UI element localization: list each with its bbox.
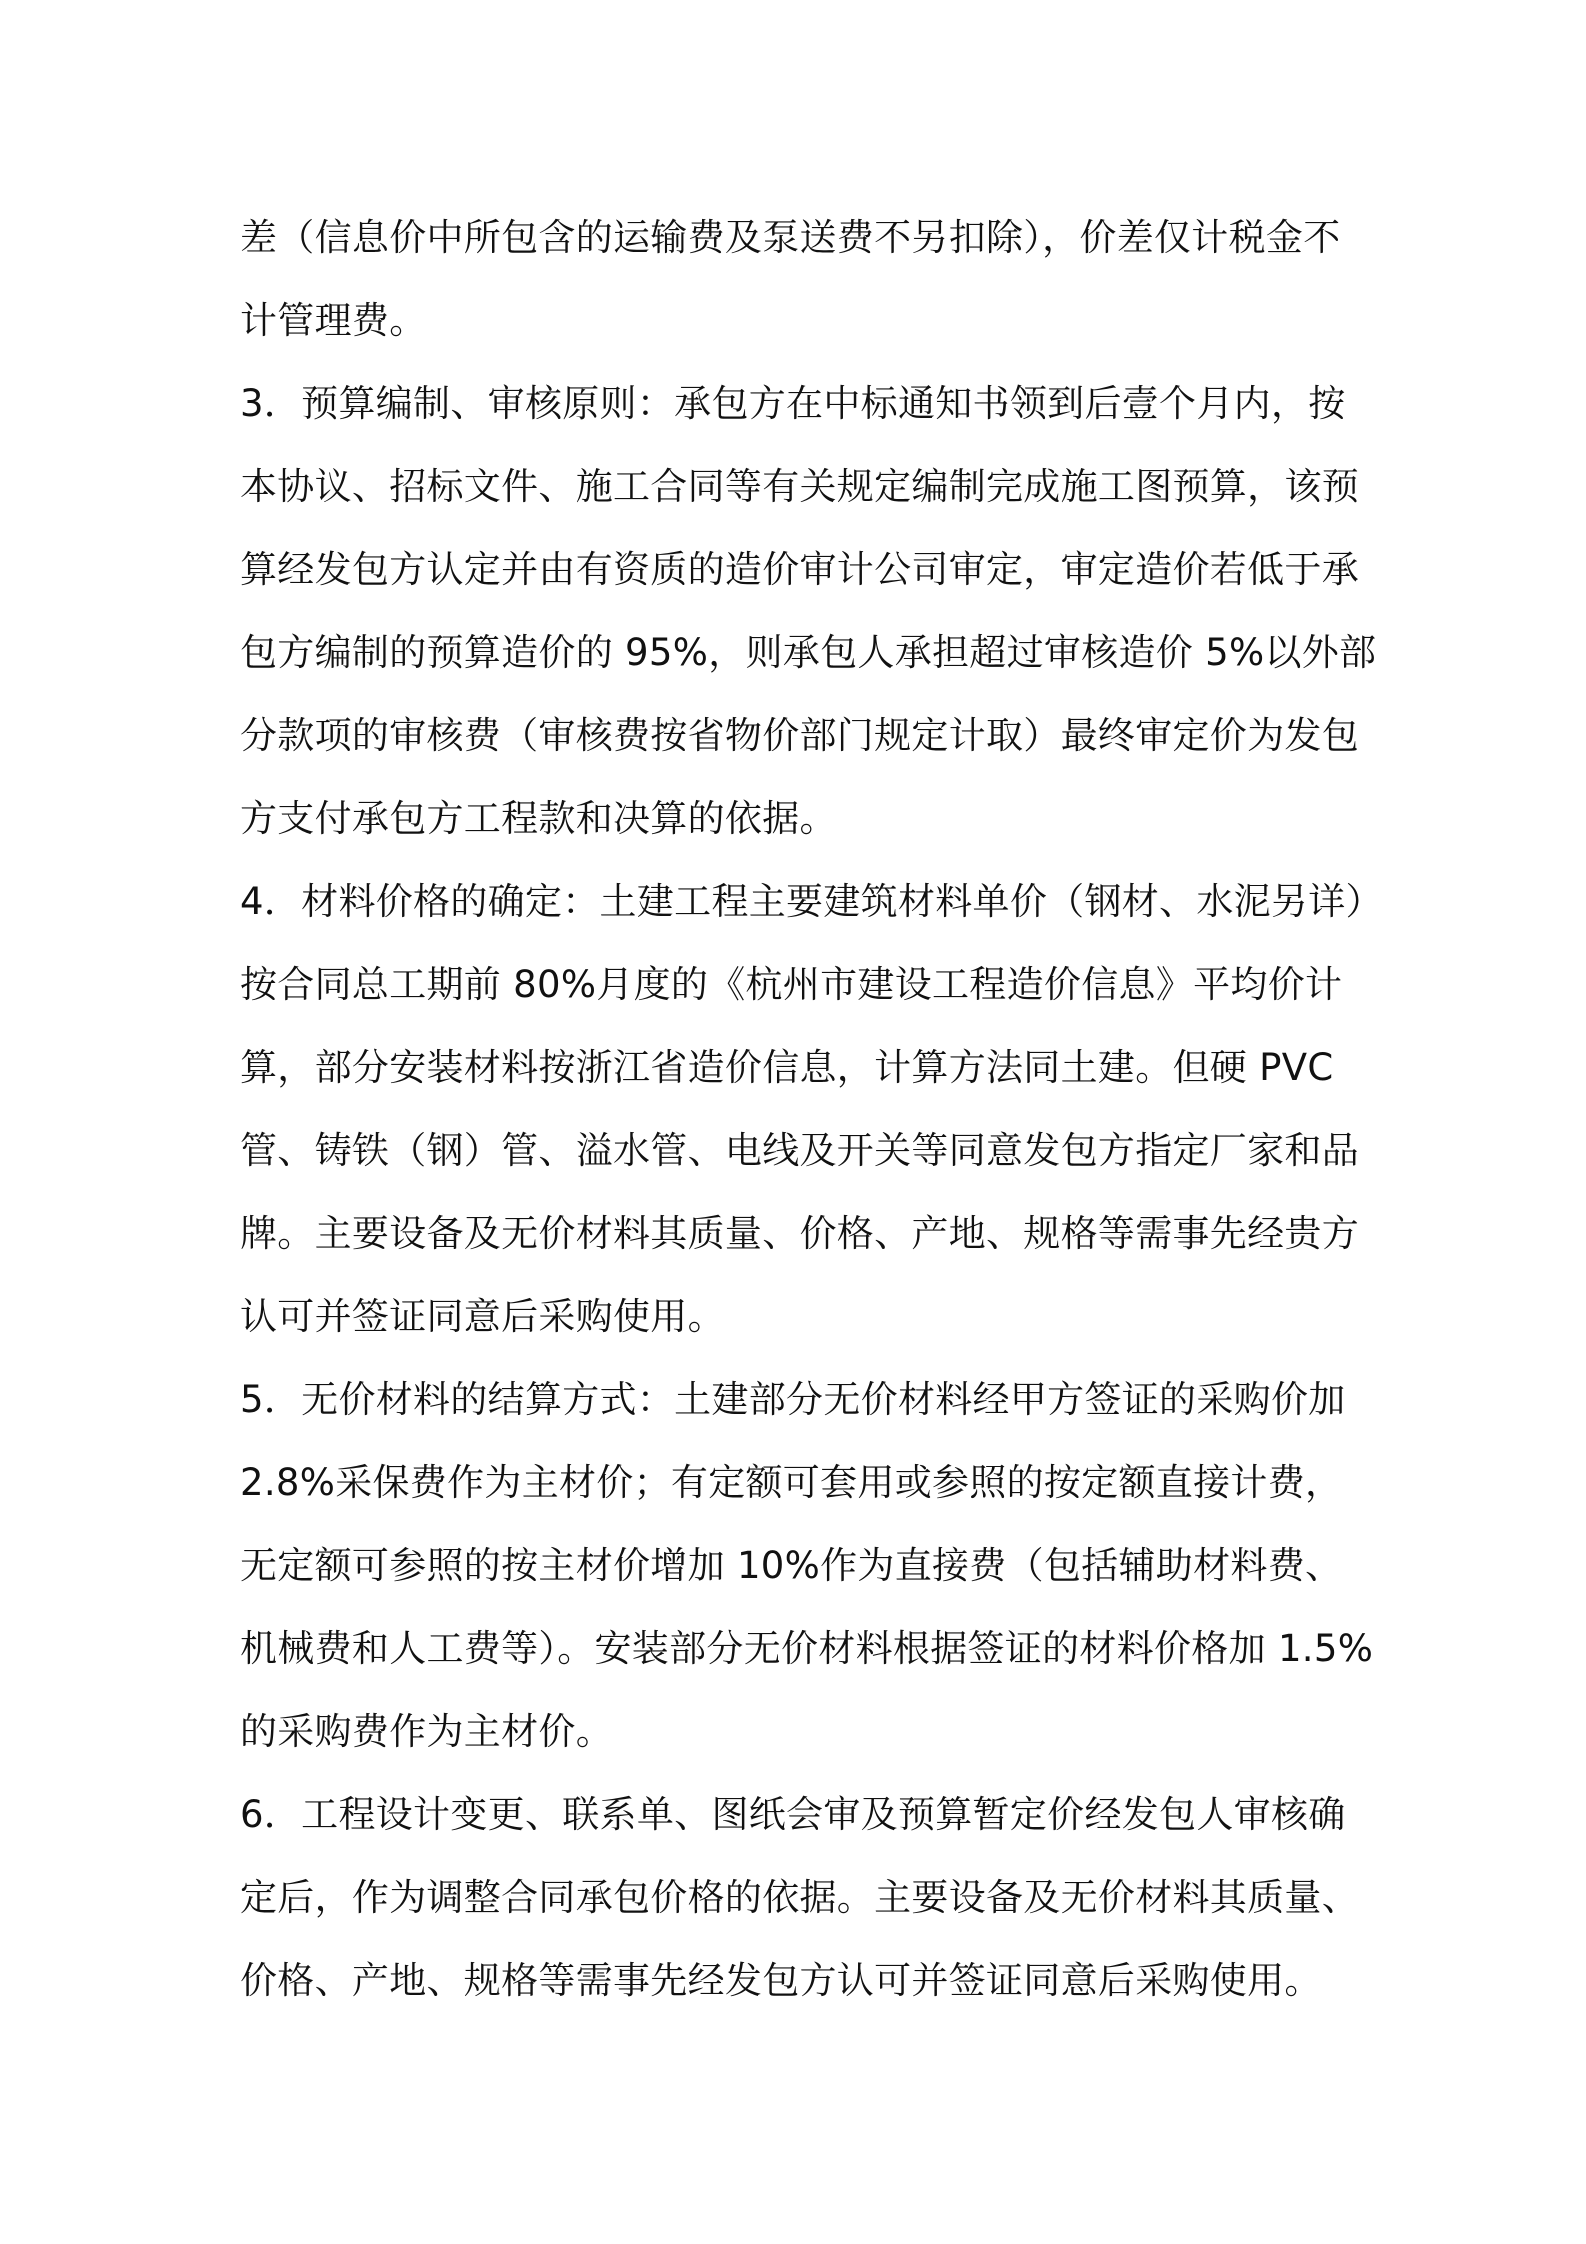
- text-line: 计管理费。: [240, 299, 427, 342]
- document-body: [240, 196, 1383, 2022]
- text-line: 的采购费作为主材价。: [240, 1710, 613, 1753]
- text-line: 方支付承包方工程款和决算的依据。: [240, 797, 837, 840]
- text-line: 认可并签证同意后采购使用。: [240, 1295, 725, 1338]
- text-line: 价格、产地、规格等需事先经发包方认可并签证同意后采购使用。: [240, 1959, 1322, 2002]
- text-line: 4．材料价格的确定：土建工程主要建筑材料单价（钢材、水泥另详）: [240, 880, 1383, 923]
- text-line: 6．工程设计变更、联系单、图纸会审及预算暂定价经发包人审核确: [240, 1793, 1346, 1836]
- text-line: 管、铸铁（钢）管、溢水管、电线及开关等同意发包方指定厂家和品: [240, 1129, 1359, 1172]
- text-line: 分款项的审核费（审核费按省物价部门规定计取）最终审定价为发包: [240, 714, 1359, 757]
- text-line: 算经发包方认定并由有资质的造价审计公司审定，审定造价若低于承: [240, 548, 1359, 591]
- text-line: 算，部分安装材料按浙江省造价信息，计算方法同土建。但硬 PVC: [240, 1046, 1334, 1089]
- text-line: 差（信息价中所包含的运输费及泵送费不另扣除），价差仅计税金不: [240, 216, 1341, 259]
- text-line: 包方编制的预算造价的 95%，则承包人承担超过审核造价 5%以外部: [240, 631, 1377, 674]
- text-line: 3．预算编制、审核原则：承包方在中标通知书领到后壹个月内，按: [240, 382, 1346, 425]
- text-line: 按合同总工期前 80%月度的《杭州市建设工程造价信息》平均价计: [240, 963, 1343, 1006]
- text-line: 5．无价材料的结算方式：土建部分无价材料经甲方签证的采购价加: [240, 1378, 1346, 1421]
- text-line: 定后，作为调整合同承包价格的依据。主要设备及无价材料其质量、: [240, 1876, 1359, 1919]
- text-line: 本协议、招标文件、施工合同等有关规定编制完成施工图预算，该预: [240, 465, 1359, 508]
- text-line: 牌。主要设备及无价材料其质量、价格、产地、规格等需事先经贵方: [240, 1212, 1359, 1255]
- text-line: 2.8%采保费作为主材价；有定额可套用或参照的按定额直接计费，: [240, 1461, 1343, 1504]
- text-line: 无定额可参照的按主材价增加 10%作为直接费（包括辅助材料费、: [240, 1544, 1343, 1587]
- text-line: 机械费和人工费等）。安装部分无价材料根据签证的材料价格加 1.5%: [240, 1627, 1374, 1670]
